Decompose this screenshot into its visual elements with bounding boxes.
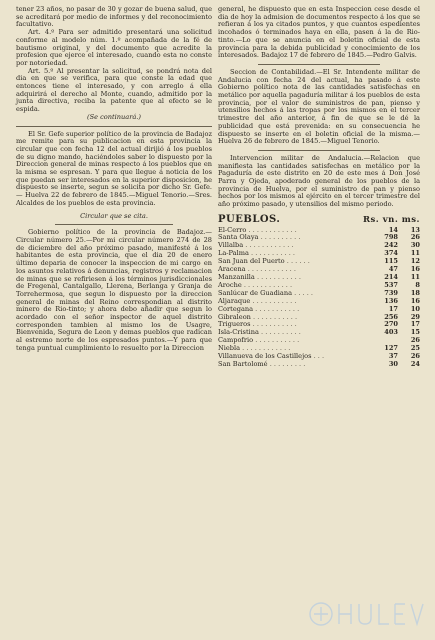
table-heading	[218, 213, 420, 225]
town-label: Aljaraque	[218, 296, 251, 305]
leader-dots: . . . . . . . . . . .	[256, 273, 301, 282]
leader-dots: . . . . . . . . . .	[260, 233, 301, 242]
amount-reales: 403	[384, 328, 398, 337]
amount-reales: 127	[384, 344, 398, 353]
amount-maravedis: 26	[410, 336, 420, 345]
amount-reales: 37	[388, 352, 398, 361]
town-label: Villalba	[218, 241, 244, 250]
paragraph-contabilidad: Seccion de Contabilidad.—El Sr. Intendente militar de Andalucia con fecha 24 del actual, ha pasado á este Gobierno político nota de las cantidades satisfechas en metálico por aquella pagaduría militar á los pueblos de esta provincia, por el valor de suministros de pan, pienso y utensilios hechos á las tropas por los mismos en el tercer trimestre del año anterior, á fin de que se le dé la publicidad que está prevenida: en su consecuencia he dispuesto se inserte en el boletin oficial de la misma.—Huelva 26 de febrero de 1845.—Miguel Tenorio.	[218, 67, 420, 146]
amount-maravedis: 11	[410, 249, 420, 258]
amount-maravedis: 25	[410, 344, 420, 353]
town-label: Santa Olaya	[218, 233, 259, 242]
leader-dots: . . . . . . . . . . .	[251, 249, 296, 258]
leader-dots: . . . . . . . . . . . .	[245, 241, 294, 250]
heading-pueblos: PUEBLOS.	[218, 213, 281, 225]
leader-dots: . . .	[313, 352, 325, 361]
amount-reales: 30	[388, 359, 398, 368]
paragraph-circular-body: Gobierno político de la provincia de Badajoz.—Circular número 25.—Por mi circular número 274 de 28 de diciembre del año próximo pasado, manifesté á los habitantes de esta provincia, que el dia 20 de enero último deparia de conocer la inspeccion de mi cargo en los asuntos relativos á denuncias, registros y reclamacion de minas que se refiriesen á los términos jurisdiccionales de Fregenal, Cantalgallo, Llerena, Berlanga y Granja de Torrehermosa, que segun lo dispuesto por la direccion general de minas del Reino correspondian al distrito minero de Rio-tinto; y ahora debo añadir que segun lo acordado con el señor inspector de aquel distrito corresponden tambien al mismo los de Usagre, Bienvenida, Segura de Leon y demas pueblos que radican al estremo norte de los espresados puntos.—Y para que tenga puntual cumplimiento lo resuelto por la Direccion	[16, 228, 212, 352]
amount-reales: 115	[384, 257, 398, 266]
leader-dots: . . . . . . . . . . . .	[243, 280, 293, 289]
divider	[16, 126, 212, 127]
town-label: Campofrio	[218, 336, 254, 345]
town-label: Aracena	[218, 265, 246, 274]
paragraph-circular-end: general, he dispuesto que en esta Inspeccion cese desde el dia de hoy la admision de documentos respecto á los que se refieran á los ya citados puntos, y que cuantos espedientes incohados ó terminados haya en ella, pasen á la de Rio-tinto.—Lo que se anuncia en el boletin oficial de esta provincia para la debida publicidad y conocimiento de los interesados. Badajoz 17 de febrero de 1845.—Pedro Galvis.	[218, 5, 420, 60]
amount-reales: 739	[384, 288, 398, 297]
paragraph-continuation: tener 23 años, no pasar de 30 y gozar de buena salud, que se acreditará por medio de informes y del reconocimiento facultativo.	[16, 5, 212, 29]
leader-dots: . . . . . . . . . . .	[255, 336, 300, 345]
divider-short	[55, 224, 173, 225]
amount-reales: 47	[388, 265, 398, 274]
town-label: San Bartolomé	[218, 359, 268, 368]
amount-maravedis: 26	[410, 233, 420, 242]
leader-dots: . . . . . . . . .	[269, 359, 306, 368]
amount-maravedis: 30	[410, 241, 420, 250]
amount-maravedis: 16	[410, 265, 420, 274]
amount-reales: 14	[388, 225, 398, 234]
town-label: La-Palma	[218, 249, 249, 258]
leader-dots: . . . . . . . . . . .	[252, 320, 297, 329]
leader-dots: . . . . . . . . . . . .	[242, 344, 291, 353]
amount-reales: 242	[384, 241, 398, 250]
amount-maravedis: 13	[410, 225, 420, 234]
amount-maravedis: 24	[410, 359, 420, 368]
leader-dots: . . . . . . . . . . .	[255, 304, 300, 313]
paragraph-badajoz-notice: El Sr. Gefe superior político de la provincia de Badajoz me remite para su publicacion en esta provincia la circular que con fecha 12 del actual dirijió á los pueblos de su digno mando, haciéndoles saber lo dispuesto por la Direccion general de minas respecto á los pueblos que en la misma se espresan. Y para que llegue á noticia de los que puedan ser interesados en la superior disposicion, he dispuesto se inserte, segun se solicita por dicho Sr. Gefe.— Huelva 22 de febrero de 1845.—Miguel Tenorio.—Sres. Alcaldes de los pueblos de esta provincia.	[16, 129, 212, 207]
leader-dots: . . . . . . . . . .	[261, 328, 301, 337]
right-column	[218, 6, 420, 369]
leader-dots: . . . . . .	[286, 257, 310, 266]
leader-dots: . . . . .	[294, 288, 314, 297]
leader-dots: . . . . . . . . . . .	[253, 312, 298, 321]
leader-dots: . . . . . . . . . . .	[252, 296, 297, 305]
amount-maravedis: 10	[410, 304, 420, 313]
divider-short	[258, 150, 379, 151]
town-label: Villanueva de los Castillejos	[218, 352, 312, 361]
amount-maravedis: 17	[410, 320, 420, 329]
paragraph-intervencion: Intervencion militar de Andalucia.—Relacion que manifiesta las cantidades satisfechas en metálico por la Pagaduría de este distrito en 20 de este mes á Don José Parra y Ojeda, apoderado general de los pueblos de la provincia de Huelva, por el suministro de pan y pienso hechos por los mismos al ejército en el tercer trimestre del año próximo pasado, y utensilios del mismo periodo.	[218, 153, 420, 209]
amount-reales: 798	[384, 233, 398, 242]
amount-reales: 214	[384, 273, 398, 282]
circular-title: Circular que se cita.	[80, 211, 148, 220]
amount-maravedis: 8	[415, 280, 420, 289]
amount-reales: 537	[384, 280, 398, 289]
amount-reales: 256	[384, 312, 398, 321]
town-label: Cortegana	[218, 304, 254, 313]
town-label: El-Cerro	[218, 225, 247, 234]
amount-maravedis: 16	[410, 296, 420, 305]
town-label: Trigueros	[218, 320, 251, 329]
town-label: Gibraleon	[218, 312, 251, 321]
town-label: Manzanilla	[218, 273, 255, 282]
divider-short	[258, 64, 379, 65]
heading-amount: Rs. vn. ms.	[362, 214, 420, 225]
article-5: Art. 5.º Al presentar la solicitud, se pondrá nota del dia en que se verifica, para que conste la edad que entonces tiene el interesado, y con arreglo á ella adquirirá el derecho al Monte, cuando, admitido por la junta directiva, reciba la patente que al efecto se le espida.	[16, 66, 212, 114]
amount-reales: 136	[384, 296, 398, 305]
amount-maravedis: 29	[410, 312, 420, 321]
left-column	[16, 6, 212, 353]
amount-maravedis: 15	[410, 328, 420, 337]
town-label: Aroche	[218, 280, 242, 289]
library-watermark	[307, 596, 427, 632]
town-name	[218, 361, 372, 369]
amount-maravedis: 12	[410, 257, 420, 266]
amount-reales: 17	[388, 304, 398, 313]
article-4: Art. 4.º Para ser admitido presentará una solicitud conforme al modelo núm. 1.º acompañada de la fé de bautismo original, y del documento que acredite la profesion que ejerce el interesado, cuando esta no conste por notoriedad.	[16, 28, 212, 67]
payments-table	[218, 227, 420, 369]
amount-maravedis: 18	[410, 288, 420, 297]
table-row	[218, 361, 420, 369]
continued-note: (Se continuará.)	[87, 112, 141, 121]
town-label: Niebla	[218, 344, 241, 353]
amount-maravedis: 11	[410, 273, 420, 282]
amount-reales: 270	[384, 320, 398, 329]
amount-reales: 374	[384, 249, 398, 258]
town-label: Isla-Cristina	[218, 328, 259, 337]
town-label: San Juan del Puerto	[218, 257, 285, 266]
leader-dots: . . . . . . . . . . . .	[248, 225, 297, 234]
leader-dots: . . . . . . . . . . . .	[247, 265, 296, 274]
amount-maravedis: 26	[410, 352, 420, 361]
town-label: Sanlúcar de Guadiana	[218, 288, 293, 297]
